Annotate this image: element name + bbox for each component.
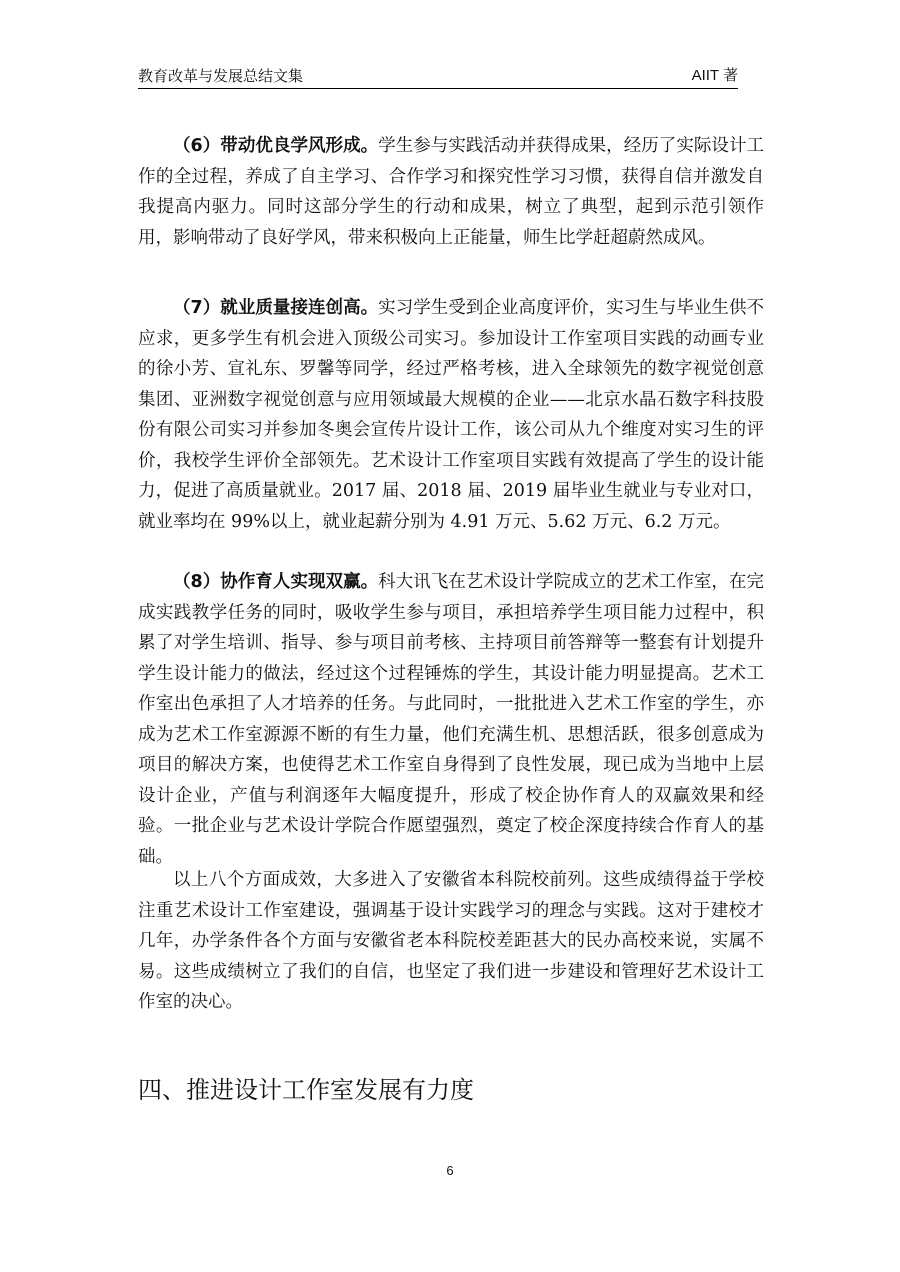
paragraph-summary	[138, 865, 764, 1018]
paragraph-text: 科大讯飞在艺术设计学院成立的艺术工作室，在完成实践教学任务的同时，吸收学生参与项目，承担培养学生项目能力过程中，积累了对学生培训、指导、参与项目前考核、主持项目前答辩等一整套有计划提升学生设计能力的做法，经过这个过程锤炼的学生，其设计能力明显提高。艺术工作室出色承担了人才培养的任务。与此同时，一批批进入艺术工作室的学生，亦成为艺术工作室源源不断的有生力量，他们充满生机、思想活跃，很多创意成为项目的解决方案，也使得艺术工作室自身得到了良性发展，现已成为当地中上层设计企业，产值与利润逐年大幅度提升，形成了校企协作育人的双赢效果和经验。一批企业与艺术设计学院合作愿望强烈，奠定了校企深度持续合作育人的基础。	[138, 572, 764, 867]
paragraph-text: 学生参与实践活动并获得成果，经历了实际设计工作的全过程，养成了自主学习、合作学习和探究性学习习惯，获得自信并激发自我提高内驱力。同时这部分学生的行动和成果，树立了典型，起到示范引领作用，影响带动了良好学风，带来积极向上正能量，师生比学赶超蔚然成风。	[138, 136, 764, 248]
paragraph-employment-quality	[138, 293, 764, 537]
paragraph-lead: （6）带动优良学风形成。	[173, 136, 379, 156]
paragraph-text: 实习学生受到企业高度评价，实习生与毕业生供不应求，更多学生有机会进入顶级公司实习。参加设计工作室项目实践的动画专业的徐小芳、宣礼东、罗馨等同学，经过严格考核，进入全球领先的数字视觉创意集团、亚洲数字视觉创意与应用领域最大规模的企业——北京水晶石数字科技股份有限公司实习并参加冬奥会宣传片设计工作，该公司从九个维度对实习生的评价，我校学生评价全部领先。艺术设计工作室项目实践有效提高了学生的设计能力，促进了高质量就业。2017 届、2018 届、2019 届毕业生就业与专业对口，就业率均在 99%以上，就业起薪分别为 4.91 万元、5.62 万元、6.2 万元。	[138, 298, 764, 532]
header-author: AIIT 著	[691, 67, 738, 84]
paragraph-study-style	[138, 131, 764, 253]
paragraph-text: 以上八个方面成效，大多进入了安徽省本科院校前列。这些成绩得益于学校注重艺术设计工作室建设，强调基于设计实践学习的理念与实践。这对于建校才几年，办学条件各个方面与安徽省老本科院校差距甚大的民办高校来说，实属不易。这些成绩树立了我们的自信，也坚定了我们进一步建设和管理好艺术设计工作室的决心。	[138, 870, 764, 1012]
page-number: 6	[446, 1163, 454, 1178]
page-header	[138, 66, 738, 89]
section-heading: 四、推进设计工作室发展有力度	[138, 1076, 474, 1104]
paragraph-lead: （8）协作育人实现双赢。	[173, 572, 379, 592]
paragraph-collaborative-education	[138, 567, 764, 872]
paragraph-lead: （7）就业质量接连创高。	[173, 298, 379, 318]
header-title: 教育改革与发展总结文集	[138, 67, 304, 85]
